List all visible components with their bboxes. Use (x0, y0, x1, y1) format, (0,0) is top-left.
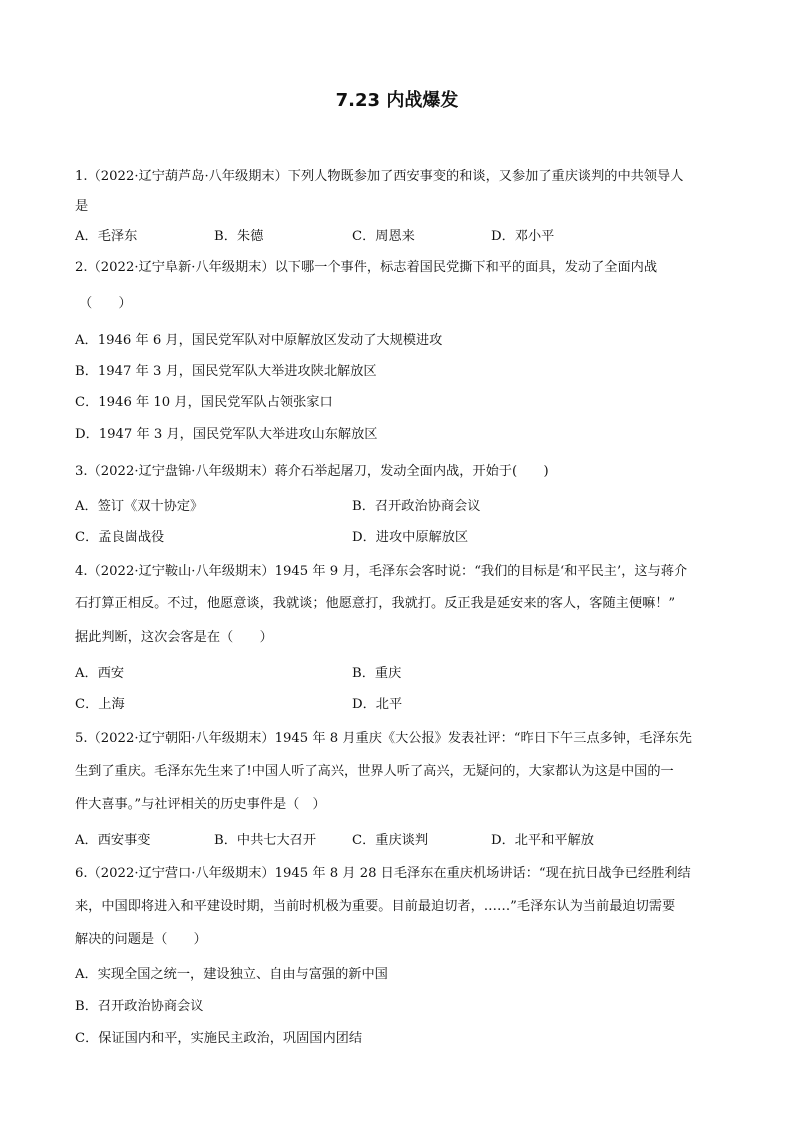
option-b[interactable]: B．1947 年 3 月，国民党军队大举进攻陕北解放区 (75, 364, 377, 379)
question-stem-line: 4.（2022·辽宁鞍山·八年级期末）1945 年 9 月，毛泽东会客时说：“我们的目标是‘和平民主’，这与蒋介 (75, 564, 688, 579)
option-c[interactable]: C．周恩来 (352, 229, 415, 244)
option-a[interactable]: A．西安事变 (75, 833, 151, 848)
option-b[interactable]: B．召开政治协商会议 (352, 499, 481, 514)
option-c[interactable]: C．重庆谈判 (352, 833, 429, 848)
question-stem-line: 解决的问题是（ ） (75, 932, 207, 947)
option-c[interactable]: C．孟良崮战役 (75, 530, 165, 545)
option-a[interactable]: A．1946 年 6 月，国民党军队对中原解放区发动了大规模进攻 (75, 333, 443, 348)
question-stem-line: 2.（2022·辽宁阜新·八年级期末）以下哪一个事件，标志着国民党撕下和平的面具，发动了全面内战 (75, 260, 658, 275)
question-stem-line: 石打算正相反。不过，他愿意谈，我就谈；他愿意打，我就打。反正我是延安来的客人，客随主便嘛！” (75, 596, 676, 611)
option-c[interactable]: C．1946 年 10 月，国民党军队占领张家口 (75, 395, 333, 410)
question-stem-line: 来，中国即将进入和平建设时期，当前时机极为重要。目前最迫切者，……”毛泽东认为当前最迫切需要 (75, 899, 676, 914)
option-b[interactable]: B．朱德 (214, 229, 264, 244)
option-c[interactable]: C．上海 (75, 697, 125, 712)
option-b[interactable]: B．中共七大召开 (214, 833, 317, 848)
question-stem-line: 据此判断，这次会客是在（ ） (75, 630, 273, 645)
option-b[interactable]: B．重庆 (352, 666, 402, 681)
question-number: 5. (75, 731, 88, 746)
option-a[interactable]: A．毛泽东 (75, 229, 138, 244)
question-stem-line: 6.（2022·辽宁营口·八年级期末）1945 年 8 月 28 日毛泽东在重庆机场讲话：“现在抗日战争已经胜利结 (75, 866, 691, 881)
option-d[interactable]: D．邓小平 (491, 229, 555, 244)
page-title: 7.23 内战爆发 (335, 90, 459, 111)
question-stem-line: 1.（2022·辽宁葫芦岛·八年级期末）下列人物既参加了西安事变的和谈，又参加了重庆谈判的中共领导人 (75, 169, 684, 184)
option-a[interactable]: A．实现全国之统一，建设独立、自由与富强的新中国 (75, 967, 388, 982)
question-stem-line: 3.（2022·辽宁盘锦·八年级期末）蒋介石举起屠刀，发动全面内战，开始于( ) (75, 464, 549, 479)
option-a[interactable]: A．西安 (75, 666, 125, 681)
option-d[interactable]: D．进攻中原解放区 (352, 530, 469, 545)
option-a[interactable]: A．签订《双十协定》 (75, 499, 204, 514)
question-number: 6. (75, 866, 88, 881)
question-number: 1. (75, 169, 88, 184)
question-stem-line: 生到了重庆。毛泽东先生来了!中国人听了高兴，世界人听了高兴，无疑问的，大家都认为这是中国的一 (75, 764, 674, 779)
option-d[interactable]: D．北平 (352, 697, 403, 712)
option-d[interactable]: D．1947 年 3 月，国民党军队大举进攻山东解放区 (75, 427, 378, 442)
question-stem-line: 5.（2022·辽宁朝阳·八年级期末）1945 年 8 月重庆《大公报》发表社评：“昨日下午三点多钟，毛泽东先 (75, 731, 692, 746)
option-b[interactable]: B．召开政治协商会议 (75, 999, 204, 1014)
answer-blank: （ ） (79, 296, 132, 311)
question-number: 2. (75, 260, 88, 275)
question-stem-line: 是 (75, 199, 89, 214)
question-stem-line: 件大喜事。”与社评相关的历史事件是（ ） (75, 797, 326, 812)
option-c[interactable]: C．保证国内和平，实施民主政治，巩固国内团结 (75, 1031, 363, 1046)
option-d[interactable]: D．北平和平解放 (491, 833, 594, 848)
question-number: 3. (75, 464, 88, 479)
question-number: 4. (75, 564, 88, 579)
